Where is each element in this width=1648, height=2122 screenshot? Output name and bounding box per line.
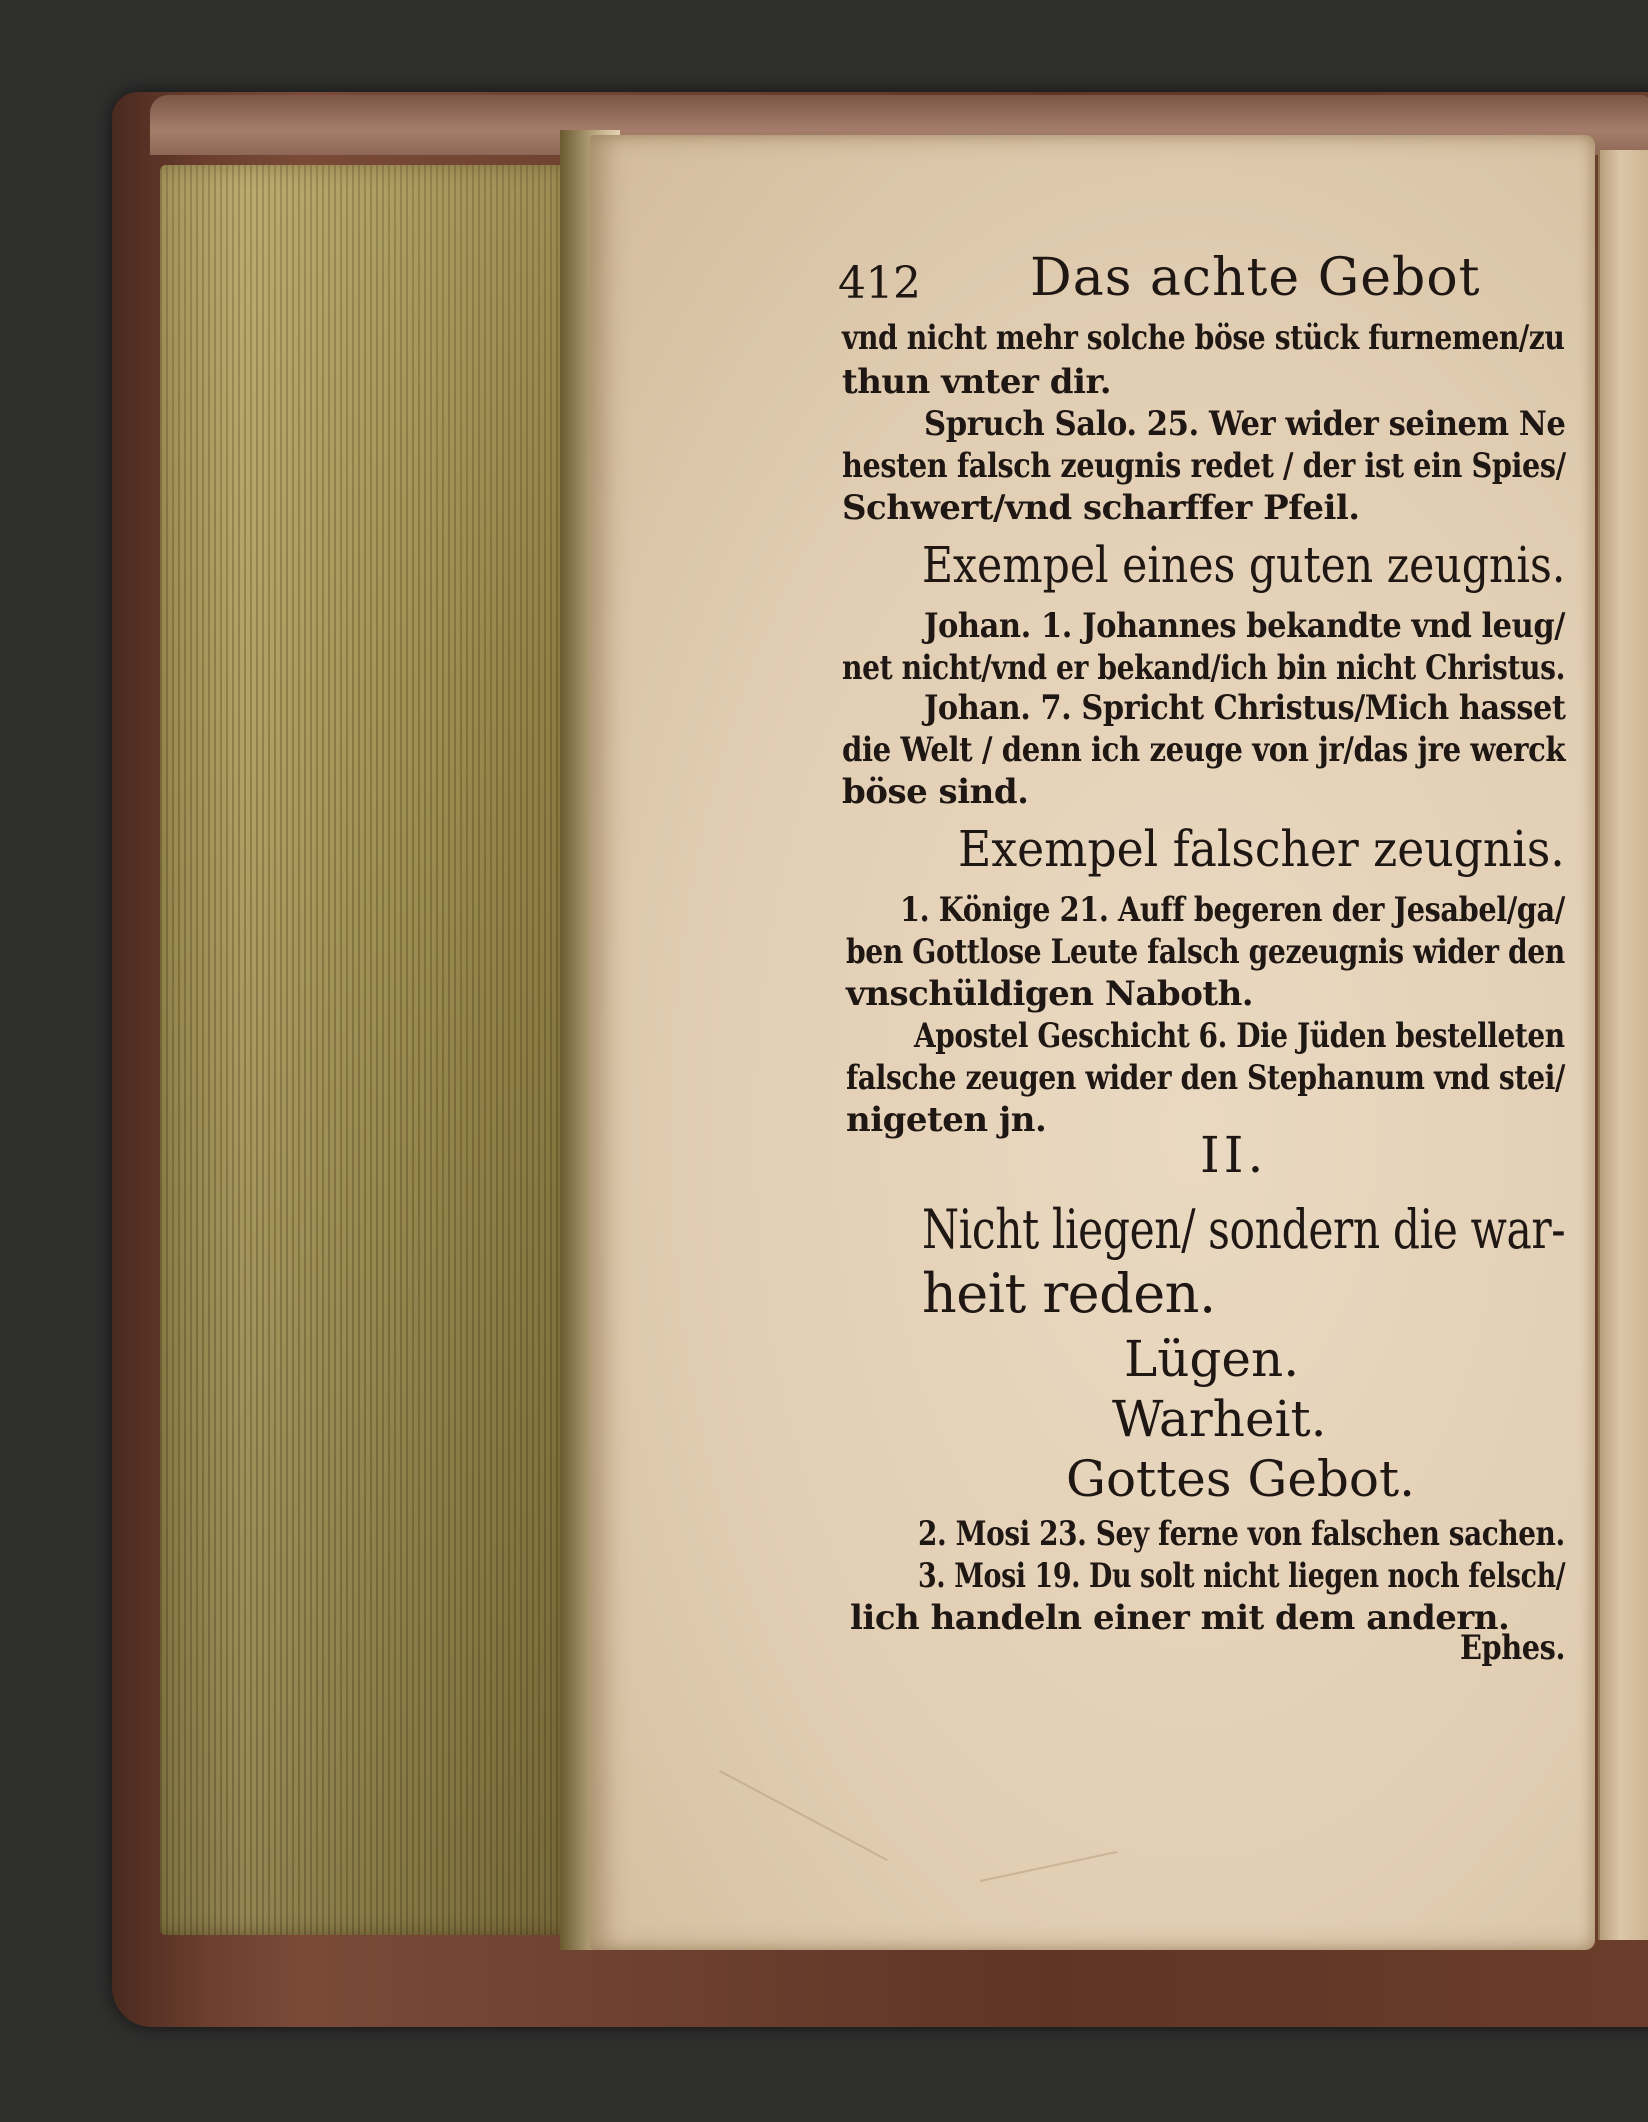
section-number: II. — [1200, 1126, 1268, 1184]
text-line: Johan. 1. Johannes bekandte vnd leug/ — [924, 606, 1565, 646]
page-number: 412 — [838, 258, 921, 309]
catchword: Ephes. — [1460, 1628, 1566, 1668]
page-edges-shade — [160, 165, 580, 1935]
text-line: Apostel Geschicht 6. Die Jüden bestelleten — [914, 1016, 1565, 1056]
text-line: lich handeln einer mit dem andern. — [850, 1598, 1510, 1638]
text-line: hesten falsch zeugnis redet / der ist ein Spies/ — [842, 446, 1566, 486]
section-heading: Gottes Gebot. — [1066, 1450, 1415, 1508]
subheading: Warheit. — [1112, 1390, 1327, 1448]
text-line: Spruch Salo. 25. Wer wider seinem Ne — [924, 404, 1566, 444]
running-head: Das achte Gebot — [1030, 248, 1481, 308]
text-line: vnd nicht mehr solche böse stück furnemen/zu — [842, 318, 1565, 358]
section-heading: Exempel eines guten zeugnis. — [922, 536, 1566, 594]
text-line: vnschüldigen Naboth. — [846, 974, 1254, 1014]
subheading: Lügen. — [1124, 1330, 1300, 1388]
section-title: heit reden. — [922, 1262, 1216, 1325]
next-page-edge — [1598, 150, 1648, 1940]
text-line: falsche zeugen wider den Stephanum vnd stei/ — [846, 1058, 1565, 1098]
section-title: Nicht liegen/ sondern die war- — [922, 1198, 1566, 1261]
text-line: die Welt / denn ich zeuge von jr/das jre werck — [842, 730, 1566, 770]
text-line: böse sind. — [842, 772, 1029, 812]
text-line: net nicht/vnd er bekand/ich bin nicht Christus. — [842, 648, 1565, 688]
text-line: thun vnter dir. — [842, 362, 1112, 402]
section-heading: Exempel falscher zeugnis. — [958, 820, 1565, 878]
text-line: Schwert/vnd scharffer Pfeil. — [842, 488, 1360, 528]
text-line: 2. Mosi 23. Sey ferne von falschen sachen. — [918, 1514, 1565, 1554]
text-line: 3. Mosi 19. Du solt nicht liegen noch felsch/ — [918, 1556, 1566, 1596]
text-line: nigeten jn. — [846, 1100, 1047, 1140]
text-line: ben Gottlose Leute falsch gezeugnis wider den — [846, 932, 1565, 972]
text-line: Johan. 7. Spricht Christus/Mich hasset — [924, 688, 1566, 728]
text-line: 1. Könige 21. Auff begeren der Jesabel/ga/ — [900, 890, 1565, 930]
